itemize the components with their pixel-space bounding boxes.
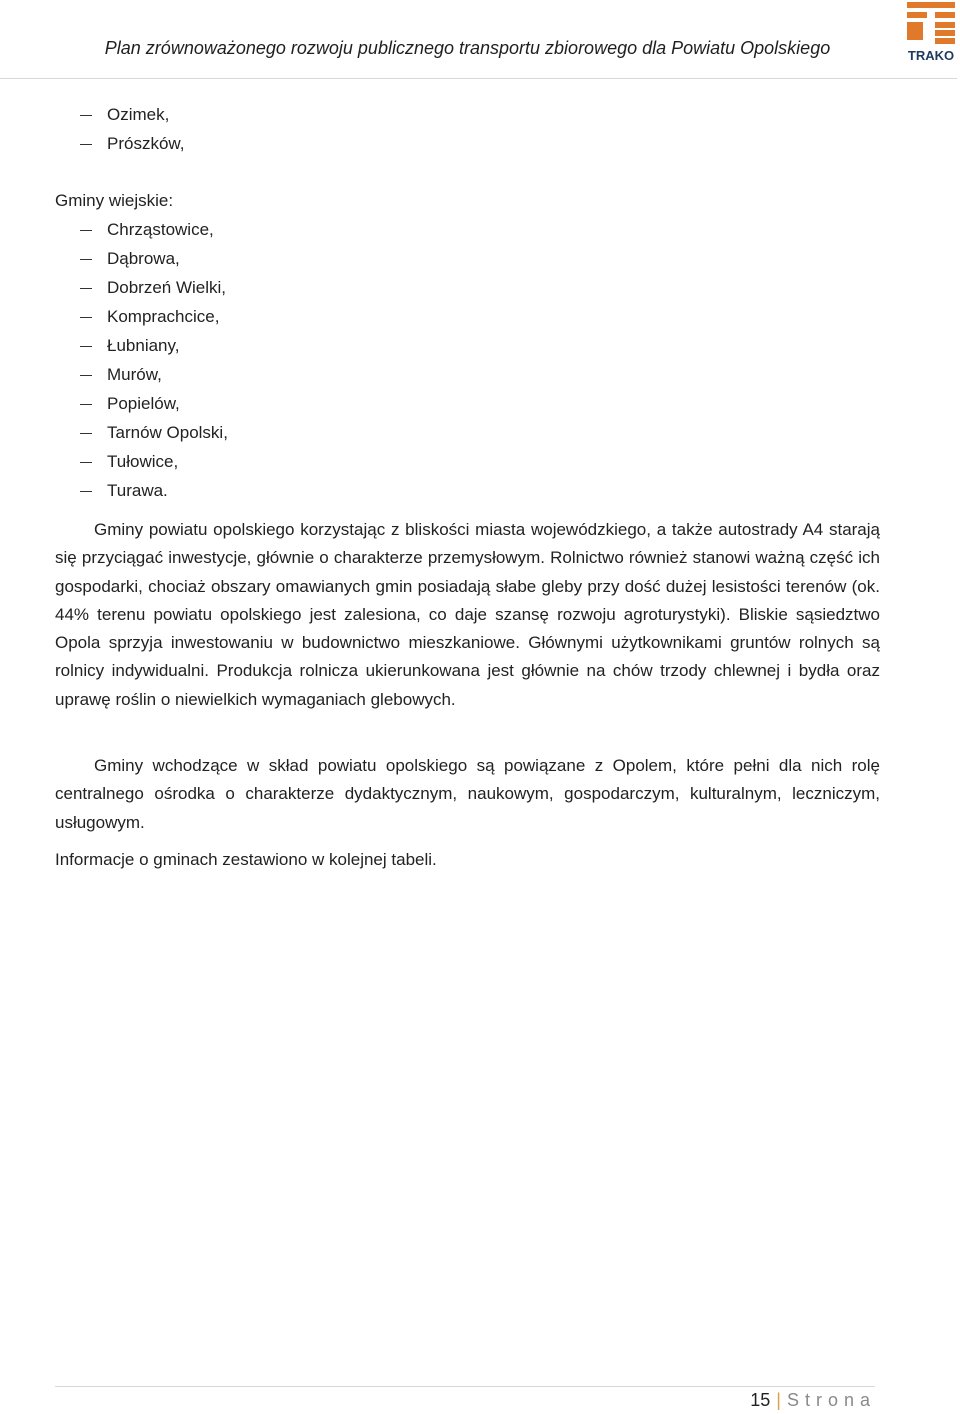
- rural-municipality-list: [0, 215, 960, 505]
- list-item: Murów,: [0, 360, 960, 389]
- page-label: Strona: [786, 1390, 876, 1410]
- list-item: Tułowice,: [0, 447, 960, 476]
- dash-bullet: [80, 288, 92, 289]
- rural-municipalities-heading: Gminy wiejskie:: [55, 191, 174, 210]
- dash-bullet: [80, 433, 92, 434]
- page-footer: [750, 1390, 876, 1411]
- page-number: 15: [750, 1390, 771, 1410]
- trako-logo: [905, 0, 957, 66]
- footer-separator: |: [776, 1390, 781, 1410]
- list-item: Łubniany,: [0, 331, 960, 360]
- dash-bullet: [80, 259, 92, 260]
- paragraph-table-intro: Informacje o gminach zestawiono w kolejnej tabeli.: [55, 850, 437, 869]
- dash-bullet: [80, 144, 92, 145]
- dash-bullet: [80, 115, 92, 116]
- dash-bullet: [80, 404, 92, 405]
- document-title: Plan zrównoważonego rozwoju publicznego transportu zbiorowego dla Powiatu Opolskiego: [104, 38, 831, 58]
- dash-bullet: [80, 491, 92, 492]
- dash-bullet: [80, 230, 92, 231]
- dash-bullet: [80, 375, 92, 376]
- paragraph-economy: Gminy powiatu opolskiego korzystając z bliskości miasta wojewódzkiego, a także autostrady A4 starają się przyciągać inwestycje, głównie o charakterze przemysłowym. Rolnictwo również stanowi ważną część ich gospodarki, chociaż obszary omawianych gmin posiadają słabe gleby przy dość dużej lesistości terenów (ok. 44% terenu powiatu opolskiego jest zalesiona, co daje szansę rozwoju agroturystyki). Bliskie sąsiedztwo Opola sprzyja inwestowaniu w budownictwo mieszkaniowe. Głównymi użytkownikami gruntów rolnych są rolnicy indywidualni. Produkcja rolnicza ukierunkowana jest głównie na chów trzody chlewnej i bydła oraz uprawę roślin o niewielkich wymaganiach glebowych.: [55, 520, 880, 709]
- list-item: Turawa.: [0, 476, 960, 505]
- list-item: Chrząstowice,: [0, 215, 960, 244]
- paragraph-opole-relations: Gminy wchodzące w skład powiatu opolskiego są powiązane z Opolem, które pełni dla nich rolę centralnego ośrodka o charakterze dydaktycznym, naukowym, gospodarczym, kulturalnym, leczniczym, usługowym.: [55, 756, 880, 832]
- list-item: Prószków,: [0, 129, 960, 158]
- header-divider: [0, 78, 957, 79]
- footer-divider: [55, 1386, 875, 1387]
- list-item: Tarnów Opolski,: [0, 418, 960, 447]
- urban-rural-municipality-list: [0, 100, 960, 158]
- list-item: Komprachcice,: [0, 302, 960, 331]
- dash-bullet: [80, 317, 92, 318]
- list-item: Ozimek,: [0, 100, 960, 129]
- dash-bullet: [80, 346, 92, 347]
- dash-bullet: [80, 462, 92, 463]
- logo-text: TRAKO: [907, 48, 955, 63]
- list-item: Dobrzeń Wielki,: [0, 273, 960, 302]
- list-item: Dąbrowa,: [0, 244, 960, 273]
- list-item: Popielów,: [0, 389, 960, 418]
